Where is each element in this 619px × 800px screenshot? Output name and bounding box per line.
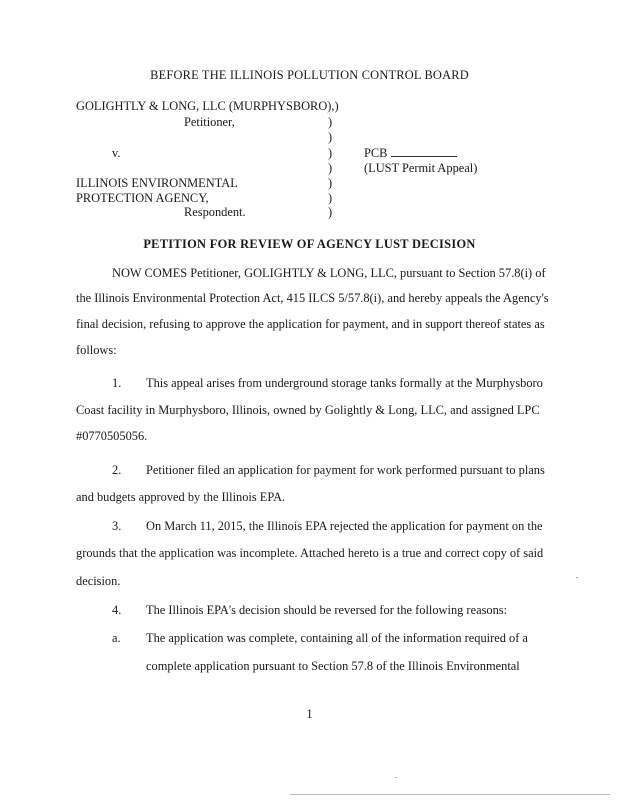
subparagraph-line: complete application pursuant to Section 57.8 of the Illinois Environmental [146,659,520,673]
caption-paren: ) [328,130,333,144]
caption-paren: ) [328,115,333,129]
respondent-role: Respondent. [184,205,246,219]
subparagraph-line: The application was complete, containing all of the information required of a [146,631,528,645]
page-number: 1 [306,707,313,721]
scan-artifact-line [290,794,610,795]
petitioner-name: GOLIGHTLY & LONG, LLC (MURPHYSBORO),) [76,99,339,113]
paragraph-line: and budgets approved by the Illinois EPA. [76,490,286,504]
scan-artifact-dot [576,577,578,578]
paragraph-line: On March 11, 2015, the Illinois EPA rejected the application for payment on the [146,519,543,533]
subparagraph-letter: a. [112,631,121,645]
case-type: (LUST Permit Appeal) [364,161,478,175]
respondent-line2: PROTECTION AGENCY, [76,191,209,205]
paragraph-number: 1. [112,376,122,390]
paragraph-number: 4. [112,603,122,617]
document-title: PETITION FOR REVIEW OF AGENCY LUST DECISION [143,237,476,251]
respondent-line1: ILLINOIS ENVIRONMENTAL [76,176,238,190]
paragraph-number: 2. [112,463,122,477]
paragraph-line: Coast facility in Murphysboro, Illinois, owned by Golightly & Long, LLC, and assigned LPC [76,403,540,417]
board-heading: BEFORE THE ILLINOIS POLLUTION CONTROL BOARD [150,68,469,82]
paragraph-number: 3. [112,519,122,533]
paragraph-line: This appeal arises from underground storage tanks formally at the Murphysboro [146,376,543,390]
pcb-label: PCB [364,146,388,160]
pcb-blank-line [391,146,457,157]
caption-paren: ) [328,176,333,190]
pcb-number [364,146,457,161]
intro-line: the Illinois Environmental Protection Act, 415 ILCS 5/57.8(i), and hereby appeals the Agency's [76,291,549,305]
petitioner-role: Petitioner, [184,115,235,129]
scan-artifact-dot [395,777,397,778]
intro-line: NOW COMES Petitioner, GOLIGHTLY & LONG, LLC, pursuant to Section 57.8(i) of [112,266,546,280]
paragraph-line: decision. [76,574,121,588]
intro-line: final decision, refusing to approve the application for payment, and in support thereof states as [76,317,545,331]
intro-line: follows: [76,343,117,357]
paragraph-line: The Illinois EPA's decision should be reversed for the following reasons: [146,603,508,617]
paragraph-line: Petitioner filed an application for payment for work performed pursuant to plans [146,463,545,477]
versus-label: v. [112,146,121,160]
caption-paren: ) [328,205,333,219]
caption-paren: ) [328,191,333,205]
paragraph-line: #0770505056. [76,429,148,443]
paragraph-line: grounds that the application was incomplete. Attached hereto is a true and correct copy of said [76,546,544,560]
caption-paren: ) [328,146,333,160]
caption-paren: ) [328,161,333,175]
